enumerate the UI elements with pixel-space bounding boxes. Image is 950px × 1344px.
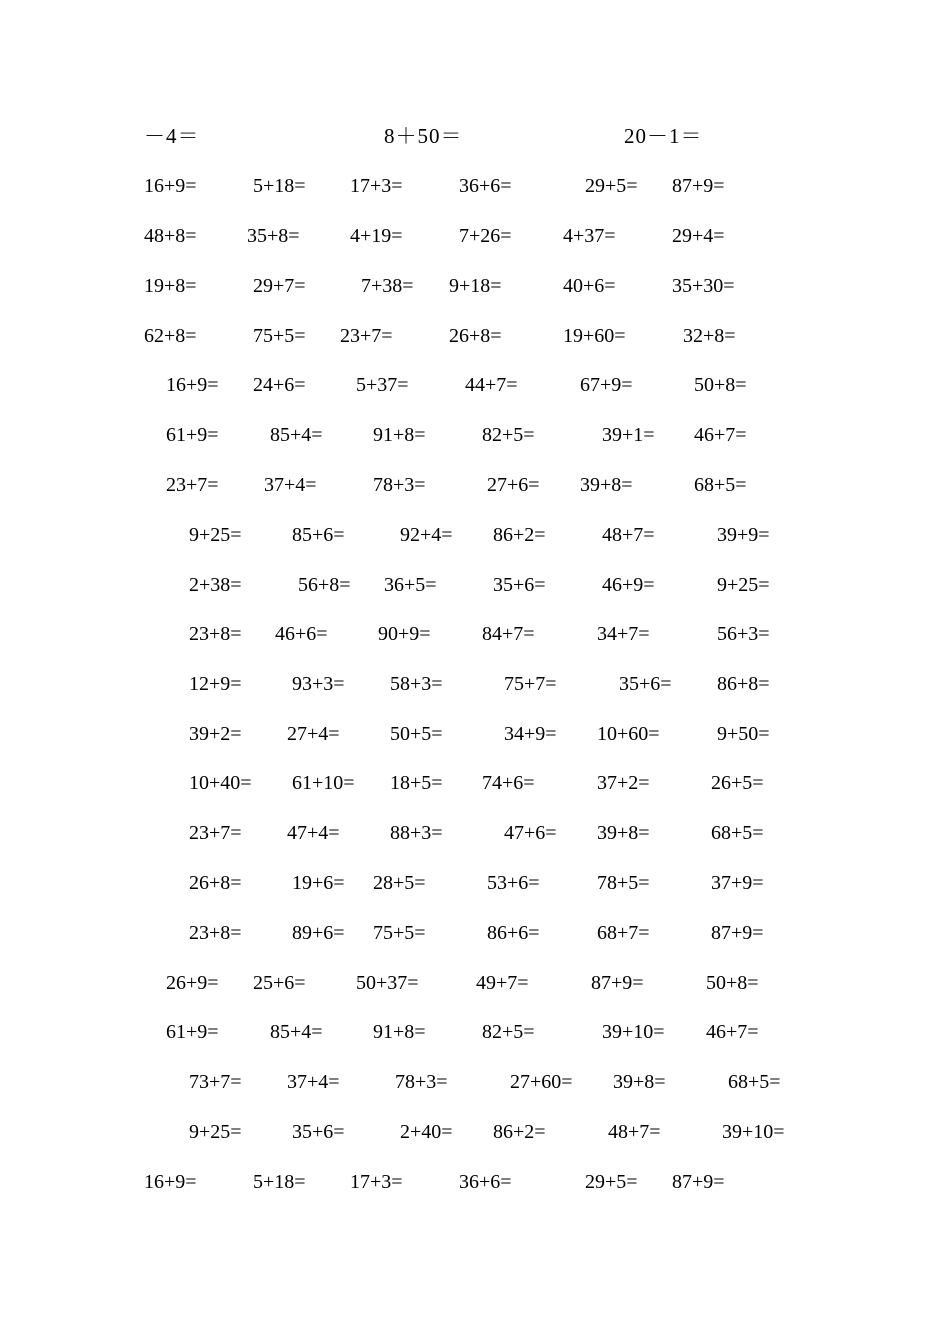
problem-row [0, 470, 950, 500]
problem: 29+5= [585, 1171, 638, 1193]
problem: 61+9= [166, 424, 219, 446]
problem: 36+6= [459, 1171, 512, 1193]
problem: 29+7= [253, 275, 306, 297]
problem: 74+6= [482, 772, 535, 794]
problem: 73+7= [189, 1071, 242, 1093]
problem: 39+1= [602, 424, 655, 446]
problem: 9+50= [717, 723, 770, 745]
problem: 93+3= [292, 673, 345, 695]
problem: 39+8= [580, 474, 633, 496]
problem: 34+7= [597, 623, 650, 645]
problem: 9+25= [189, 524, 242, 546]
problem: 35+8= [247, 225, 300, 247]
problem: 5+18= [253, 1171, 306, 1193]
problem: 39+2= [189, 723, 242, 745]
problem: 26+8= [449, 325, 502, 347]
problem: 39+10= [722, 1121, 785, 1143]
problem: 82+5= [482, 424, 535, 446]
problem-row [0, 321, 950, 351]
problem: 50+8= [694, 374, 747, 396]
problem: 39+10= [602, 1021, 665, 1043]
problem: 29+5= [585, 175, 638, 197]
problem-row [0, 1017, 950, 1047]
problem-row [0, 221, 950, 251]
problem-row [0, 1067, 950, 1097]
problem: 29+4= [672, 225, 725, 247]
problem-row [0, 768, 950, 798]
problem: 56+8= [298, 574, 351, 596]
problem: 4+37= [563, 225, 616, 247]
problem: 35+6= [292, 1121, 345, 1143]
problem-row [0, 171, 950, 201]
problem: 2+40= [400, 1121, 453, 1143]
problem: 87+9= [672, 1171, 725, 1193]
problem: 47+6= [504, 822, 557, 844]
problem-row [0, 420, 950, 450]
problem: 91+8= [373, 424, 426, 446]
problem: 44+7= [465, 374, 518, 396]
problem-row [0, 370, 950, 400]
problem: 85+4= [270, 424, 323, 446]
problem: 50+5= [390, 723, 443, 745]
problem: 2+38= [189, 574, 242, 596]
problem: 48+8= [144, 225, 197, 247]
problem: 68+5= [711, 822, 764, 844]
problem: 75+7= [504, 673, 557, 695]
problem-row [0, 818, 950, 848]
problem: 23+7= [189, 822, 242, 844]
problem: 48+7= [608, 1121, 661, 1143]
problem: 23+7= [166, 474, 219, 496]
problem: 25+6= [253, 972, 306, 994]
problem: 7+26= [459, 225, 512, 247]
problem: 36+5= [384, 574, 437, 596]
problem: 10+40= [189, 772, 252, 794]
problem: 37+4= [287, 1071, 340, 1093]
problem: 36+6= [459, 175, 512, 197]
problem: 89+6= [292, 922, 345, 944]
problem: 27+60= [510, 1071, 573, 1093]
problem: 91+8= [373, 1021, 426, 1043]
problem: 35+30= [672, 275, 735, 297]
problem: 92+4= [400, 524, 453, 546]
problem: 47+4= [287, 822, 340, 844]
problem: 46+9= [602, 574, 655, 596]
problem: 86+6= [487, 922, 540, 944]
problem: 16+9= [144, 1171, 197, 1193]
problem-row [0, 619, 950, 649]
problem-row [0, 918, 950, 948]
problem: 35+6= [493, 574, 546, 596]
problem: 24+6= [253, 374, 306, 396]
problem: 87+9= [672, 175, 725, 197]
problem: 87+9= [591, 972, 644, 994]
problem: 68+5= [728, 1071, 781, 1093]
problem: 49+7= [476, 972, 529, 994]
problem: 40+6= [563, 275, 616, 297]
problem: 37+9= [711, 872, 764, 894]
problem: 46+6= [275, 623, 328, 645]
problem: 5+37= [356, 374, 409, 396]
problem-row [0, 1117, 950, 1147]
problem: 5+18= [253, 175, 306, 197]
problem: 39+8= [597, 822, 650, 844]
problem-row [0, 570, 950, 600]
problem: 67+9= [580, 374, 633, 396]
problem: 68+5= [694, 474, 747, 496]
problem: 37+2= [597, 772, 650, 794]
problem: 84+7= [482, 623, 535, 645]
problem: 68+7= [597, 922, 650, 944]
problem-row [0, 968, 950, 998]
problem: 50+37= [356, 972, 419, 994]
problem: 17+3= [350, 1171, 403, 1193]
problem: 90+9= [378, 623, 431, 645]
problem: 7+38= [361, 275, 414, 297]
problem-row [0, 271, 950, 301]
problem: 16+9= [166, 374, 219, 396]
problem: 86+2= [493, 524, 546, 546]
problem: 48+7= [602, 524, 655, 546]
problem: 34+9= [504, 723, 557, 745]
problem: 32+8= [683, 325, 736, 347]
problem-row [0, 719, 950, 749]
problem: 62+8= [144, 325, 197, 347]
problem: 19+60= [563, 325, 626, 347]
problem: －4＝ [144, 124, 200, 148]
problem: 53+6= [487, 872, 540, 894]
problem: 10+60= [597, 723, 660, 745]
problem: 46+7= [706, 1021, 759, 1043]
problem: 37+4= [264, 474, 317, 496]
problem: 35+6= [619, 673, 672, 695]
problem: 26+5= [711, 772, 764, 794]
problem: 39+9= [717, 524, 770, 546]
problem: 75+5= [253, 325, 306, 347]
problem: 28+5= [373, 872, 426, 894]
problem: 16+9= [144, 175, 197, 197]
problem: 87+9= [711, 922, 764, 944]
problem: 86+8= [717, 673, 770, 695]
problem: 82+5= [482, 1021, 535, 1043]
problem: 19+8= [144, 275, 197, 297]
problem: 61+10= [292, 772, 355, 794]
problem: 56+3= [717, 623, 770, 645]
problem: 78+3= [373, 474, 426, 496]
problem: 39+8= [613, 1071, 666, 1093]
problem: 78+3= [395, 1071, 448, 1093]
problem: 17+3= [350, 175, 403, 197]
problem: 18+5= [390, 772, 443, 794]
problem: 75+5= [373, 922, 426, 944]
problem: 50+8= [706, 972, 759, 994]
problem: 61+9= [166, 1021, 219, 1043]
problem: 8＋50＝ [384, 124, 463, 148]
problem-row [0, 669, 950, 699]
header-row [0, 121, 950, 151]
problem: 19+6= [292, 872, 345, 894]
problem: 9+18= [449, 275, 502, 297]
problem: 26+9= [166, 972, 219, 994]
problem: 23+8= [189, 623, 242, 645]
problem: 85+6= [292, 524, 345, 546]
problem: 27+4= [287, 723, 340, 745]
problem: 26+8= [189, 872, 242, 894]
problem: 78+5= [597, 872, 650, 894]
problem: 27+6= [487, 474, 540, 496]
problem: 4+19= [350, 225, 403, 247]
problem: 23+7= [340, 325, 393, 347]
problem: 9+25= [717, 574, 770, 596]
problem: 58+3= [390, 673, 443, 695]
problem: 85+4= [270, 1021, 323, 1043]
problem-row [0, 520, 950, 550]
problem: 20－1＝ [624, 124, 703, 148]
problem-row [0, 1167, 950, 1197]
problem: 9+25= [189, 1121, 242, 1143]
problem: 12+9= [189, 673, 242, 695]
problem: 23+8= [189, 922, 242, 944]
problem: 46+7= [694, 424, 747, 446]
problem: 88+3= [390, 822, 443, 844]
problem: 86+2= [493, 1121, 546, 1143]
problem-row [0, 868, 950, 898]
